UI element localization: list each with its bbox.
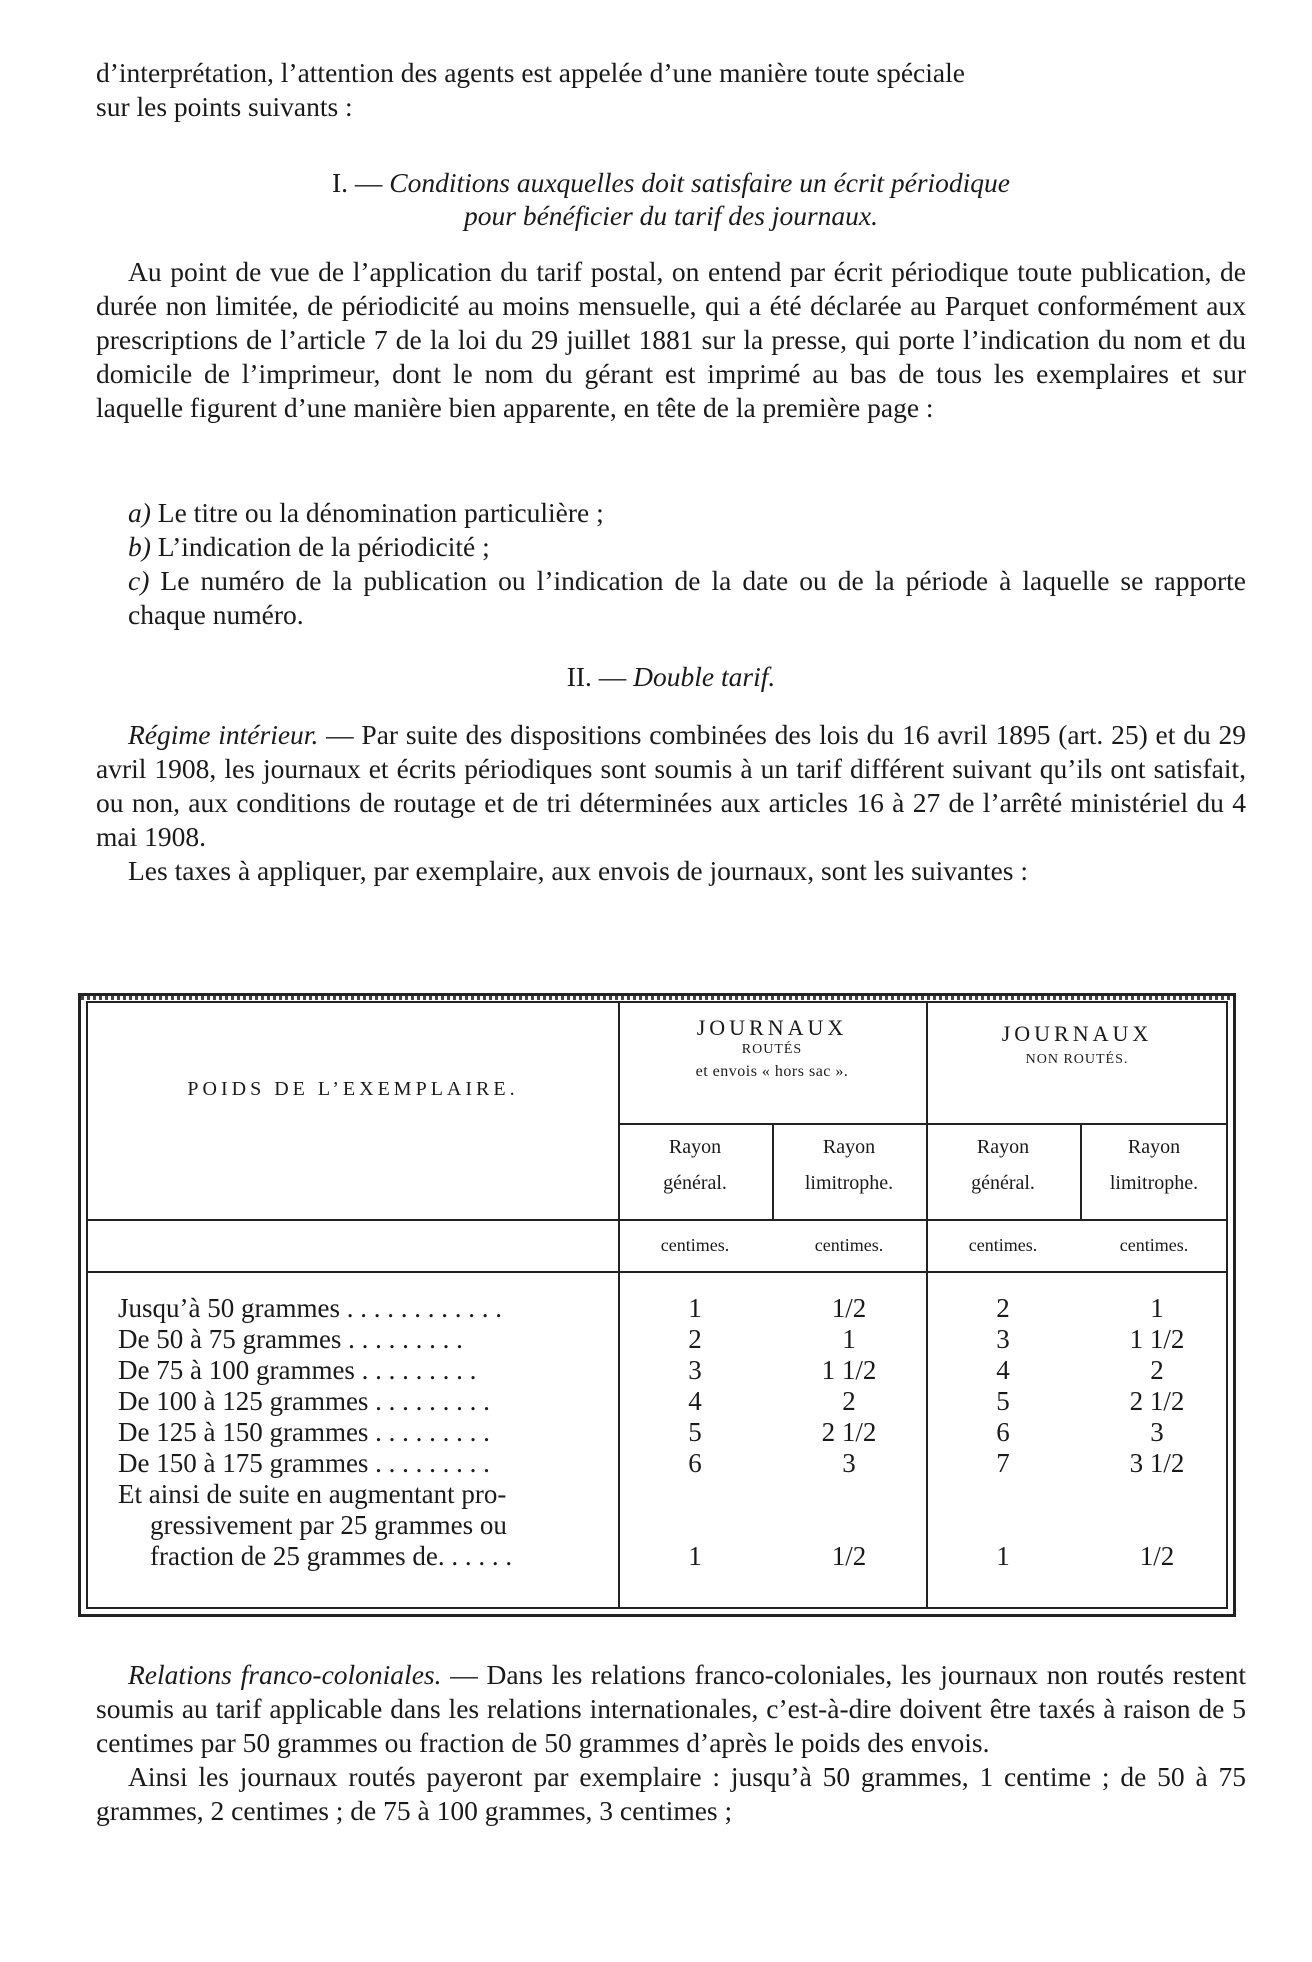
subheader-rayon-limitrophe-1 bbox=[772, 1129, 926, 1201]
regime-para bbox=[96, 718, 1246, 854]
table-cell: 1/2 bbox=[1139, 1541, 1175, 1571]
table-cell: 2 bbox=[1150, 1355, 1164, 1385]
subheader-rayon-general-1 bbox=[618, 1129, 772, 1201]
table-cell: 1/2 bbox=[831, 1541, 867, 1571]
unit-label: centimes. bbox=[968, 1235, 1038, 1255]
table-cell: 3 bbox=[996, 1324, 1010, 1354]
table-rule bbox=[88, 1271, 1228, 1273]
list-text: L’indication de la périodicité ; bbox=[157, 531, 490, 562]
table-cell: 7 bbox=[996, 1448, 1010, 1478]
subheader-line: Rayon bbox=[822, 1136, 876, 1158]
section-2-title: Double tarif. bbox=[633, 661, 776, 692]
list-item bbox=[96, 530, 1246, 564]
last-row-label-2: gressivement par 25 grammes ou bbox=[150, 1510, 507, 1540]
table-cell: 2 bbox=[996, 1293, 1010, 1323]
table-rule bbox=[618, 1123, 1228, 1125]
list-item bbox=[96, 496, 1246, 530]
group-2-header bbox=[926, 1023, 1228, 1071]
section-1-number: I. — bbox=[331, 167, 383, 198]
table-row-label: De 50 à 75 grammes . . . . . . . . . bbox=[118, 1324, 463, 1354]
subheader-line: Rayon bbox=[1127, 1136, 1181, 1158]
section-1-title-line-2: pour bénéficier du tarif des journaux. bbox=[464, 200, 878, 231]
table-cell: 1 bbox=[996, 1541, 1010, 1571]
subheader-line: Rayon bbox=[668, 1136, 722, 1158]
table-cell: 6 bbox=[996, 1417, 1010, 1447]
col-header-poids: POIDS DE L’EXEMPLAIRE. bbox=[187, 1078, 519, 1100]
table-cell: 2 bbox=[842, 1386, 856, 1416]
list-letter: a) bbox=[128, 497, 151, 528]
subheader-line: limitrophe. bbox=[1109, 1172, 1199, 1194]
table-cell: 3 1/2 bbox=[1129, 1448, 1185, 1478]
table-row-label: De 75 à 100 grammes . . . . . . . . . bbox=[118, 1355, 477, 1385]
last-row-label-3: fraction de 25 grammes de. . . . . . bbox=[150, 1541, 513, 1571]
table-cell: 1 bbox=[1150, 1293, 1164, 1323]
table-row-label: De 150 à 175 grammes . . . . . . . . . bbox=[118, 1448, 490, 1478]
para-1-block bbox=[96, 255, 1246, 425]
regime-label: Régime intérieur. bbox=[128, 719, 319, 750]
subheader-line: limitrophe. bbox=[804, 1172, 894, 1194]
para-1: Au point de vue de l’application du tarif postal, on entend par écrit périodique toute publication, de durée non limitée, de périodicité au moins mensuelle, qui a été déclarée au Parquet conformément aux prescriptions de l’article 7 de la loi du 29 juillet 1881 sur la presse, qui porte l’indication du nom et du domicile de l’imprimeur, dont le nom du gérant est imprimé au bas de tous les exemplaires et sur laquelle figurent d’une manière bien apparente, en tête de la première page : bbox=[96, 256, 1246, 423]
group-1-header bbox=[618, 1017, 926, 1083]
table-cell: 4 bbox=[996, 1355, 1010, 1385]
table-cell: 1 1/2 bbox=[1129, 1324, 1185, 1354]
section-2-number: II. — bbox=[566, 661, 627, 692]
taxes-para: Les taxes à appliquer, par exemplaire, aux envois de journaux, sont les suivantes : bbox=[128, 855, 1029, 886]
regime-text: — Par suite des dispositions combinées des lois du 16 avril 1895 (art. 25) et du 29 avril 1908, les journaux et écrits périodiques sont soumis à un tarif différent suivant qu’ils ont satisfait, ou non, aux conditions de routage et de tri déterminées aux articles 16 à 27 de l’arrêté ministériel du 4 mai 1908. bbox=[96, 719, 1246, 852]
list-text: Le numéro de la publication ou l’indication de la date ou de la période à laquelle se rapporte chaque numéro. bbox=[128, 565, 1246, 630]
section-2-title-line bbox=[96, 660, 1246, 693]
relations-para bbox=[96, 1658, 1246, 1760]
subheader-line: général. bbox=[971, 1172, 1035, 1194]
table-cell: 4 bbox=[688, 1386, 702, 1416]
subheader-line: Rayon bbox=[976, 1136, 1030, 1158]
group-2-sub: NON ROUTÉS. bbox=[1025, 1052, 1129, 1067]
table-cell: 3 bbox=[688, 1355, 702, 1385]
list-text: Le titre ou la dénomination particulière ; bbox=[157, 497, 604, 528]
list-letter: c) bbox=[128, 565, 150, 596]
requirements-list bbox=[96, 496, 1246, 632]
table-cell: 1 bbox=[688, 1293, 702, 1323]
table-row-label: Jusqu’à 50 grammes . . . . . . . . . . . . bbox=[118, 1293, 502, 1323]
table-cell: 5 bbox=[996, 1386, 1010, 1416]
table-cell: 6 bbox=[688, 1448, 702, 1478]
group-1-title: JOURNAUX bbox=[696, 1015, 848, 1040]
last-para: Ainsi les journaux routés payeront par exemplaire : jusqu’à 50 grammes, 1 centime ; de 50 à 75 grammes, 2 centimes ; de 75 à 100 grammes, 3 centimes ; bbox=[96, 1761, 1246, 1826]
group-1-sub-2: et envois « hors sac ». bbox=[695, 1063, 849, 1080]
intro-line-1: d’interprétation, l’attention des agents est appelée d’une manière toute spéciale bbox=[96, 57, 965, 88]
relations-block bbox=[96, 1658, 1246, 1828]
section-2-heading bbox=[96, 660, 1246, 693]
list-letter: b) bbox=[128, 531, 151, 562]
section-1-title-1: Conditions auxquelles doit satisfaire un écrit périodique bbox=[389, 167, 1011, 198]
table-cell: 3 bbox=[1150, 1417, 1164, 1447]
table-cell: 3 bbox=[842, 1448, 856, 1478]
relations-label: Relations franco-coloniales. bbox=[128, 1659, 442, 1690]
table-cell: 1 bbox=[688, 1541, 702, 1571]
regime-block bbox=[96, 718, 1246, 888]
last-row-label bbox=[118, 1479, 678, 1572]
table-cell: 1 1/2 bbox=[821, 1355, 877, 1385]
table-rule bbox=[88, 1219, 1228, 1221]
subheader-rayon-general-2 bbox=[926, 1129, 1080, 1201]
unit-label: centimes. bbox=[1119, 1235, 1189, 1255]
subheader-line: général. bbox=[663, 1172, 727, 1194]
table-cell: 2 1/2 bbox=[1129, 1386, 1185, 1416]
unit-label: centimes. bbox=[660, 1235, 730, 1255]
tariff-table-inner bbox=[86, 1001, 1228, 1609]
unit-label: centimes. bbox=[814, 1235, 884, 1255]
tariff-table bbox=[78, 993, 1236, 1617]
table-cell: 1/2 bbox=[831, 1293, 867, 1323]
group-1-sub: ROUTÉS bbox=[741, 1042, 803, 1057]
section-1-heading bbox=[96, 166, 1246, 232]
relations-text: — Dans les relations franco-coloniales, les journaux non routés restent soumis au tarif applicable dans les relations internationales, c’est-à-dire doivent être taxés à raison de 5 centimes par 50 grammes ou fraction de 50 grammes d’après le poids des envois. bbox=[96, 1659, 1246, 1758]
group-2-title: JOURNAUX bbox=[1001, 1021, 1153, 1046]
table-row-label: De 125 à 150 grammes . . . . . . . . . bbox=[118, 1417, 490, 1447]
last-row-label-1: Et ainsi de suite en augmentant pro- bbox=[118, 1479, 507, 1509]
table-row-label: De 100 à 125 grammes . . . . . . . . . bbox=[118, 1386, 490, 1416]
subheader-rayon-limitrophe-2 bbox=[1080, 1129, 1228, 1201]
table-cell: 5 bbox=[688, 1417, 702, 1447]
intro-block bbox=[96, 56, 1246, 124]
intro-line-2: sur les points suivants : bbox=[96, 91, 353, 122]
table-cell: 2 bbox=[688, 1324, 702, 1354]
list-item bbox=[96, 564, 1246, 632]
table-cell: 1 bbox=[842, 1324, 856, 1354]
table-cell: 2 1/2 bbox=[821, 1417, 877, 1447]
section-1-title-line-1 bbox=[96, 166, 1246, 199]
